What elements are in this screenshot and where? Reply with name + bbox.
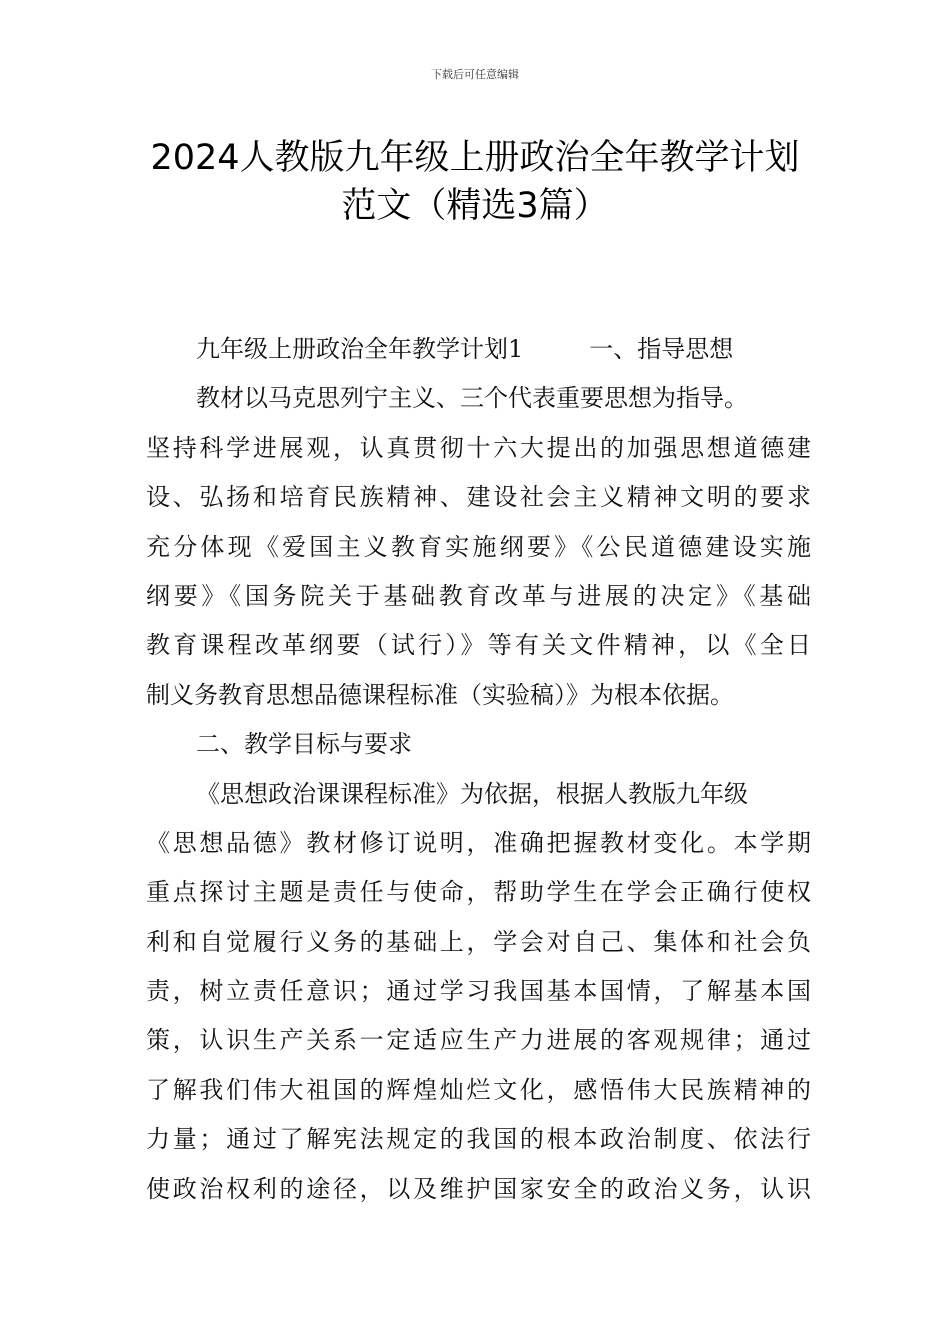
paragraph-line: 充分体现《爱国主义教育实施纲要》《公民道德建设实施 <box>146 532 811 561</box>
document-title-line-2: 范文（精选3篇） <box>341 186 609 226</box>
plan-heading: 九年级上册政治全年教学计划1 <box>196 335 524 363</box>
paragraph-line: 使政治权利的途径，以及维护国家安全的政治义务，认识 <box>146 1174 811 1203</box>
paragraph-line: 《思想品德》教材修订说明，准确把握教材变化。本学期 <box>146 828 811 857</box>
paragraph-line: 利和自觉履行义务的基础上，学会对自己、集体和社会负 <box>146 927 811 956</box>
paragraph-line: 教育课程改革纲要（试行）》等有关文件精神，以《全日 <box>146 631 811 660</box>
document-body <box>146 333 811 1222</box>
paragraph-line: 策，认识生产关系一定适应生产力进展的客观规律；通过 <box>146 1026 811 1055</box>
paragraph-line: 重点探讨主题是责任与使命，帮助学生在学会正确行使权 <box>146 878 811 907</box>
section-2-heading: 二、教学目标与要求 <box>196 730 412 759</box>
header-note: 下载后可任意编辑 <box>431 68 519 81</box>
paragraph-line: 设、弘扬和培育民族精神、建设社会主义精神文明的要求 <box>146 483 811 512</box>
document-title-line-1: 2024人教版九年级上册政治全年教学计划 <box>150 138 800 178</box>
paragraph-line: 制义务教育思想品德课程标准（实验稿）》为根本依据。 <box>146 680 734 709</box>
plan-heading-line <box>146 333 811 382</box>
paragraph-line: 责，树立责任意识；通过学习我国基本国情，了解基本国 <box>146 977 811 1006</box>
paragraph-line: 坚持科学进展观，认真贯彻十六大提出的加强思想道德建 <box>146 433 811 462</box>
paragraph-line: 《思想政治课课程标准》为依据，根据人教版九年级 <box>196 779 748 808</box>
paragraph-line: 力量；通过了解宪法规定的我国的根本政治制度、依法行 <box>146 1125 811 1154</box>
paragraph-line: 教材以马克思列宁主义、三个代表重要思想为指导。 <box>196 384 748 413</box>
paragraph-line: 了解我们伟大祖国的辉煌灿烂文化，感悟伟大民族精神的 <box>146 1075 811 1104</box>
section-1-heading: 一、指导思想 <box>589 335 734 363</box>
paragraph-line: 纲要》《国务院关于基础教育改革与进展的决定》《基础 <box>146 581 811 610</box>
